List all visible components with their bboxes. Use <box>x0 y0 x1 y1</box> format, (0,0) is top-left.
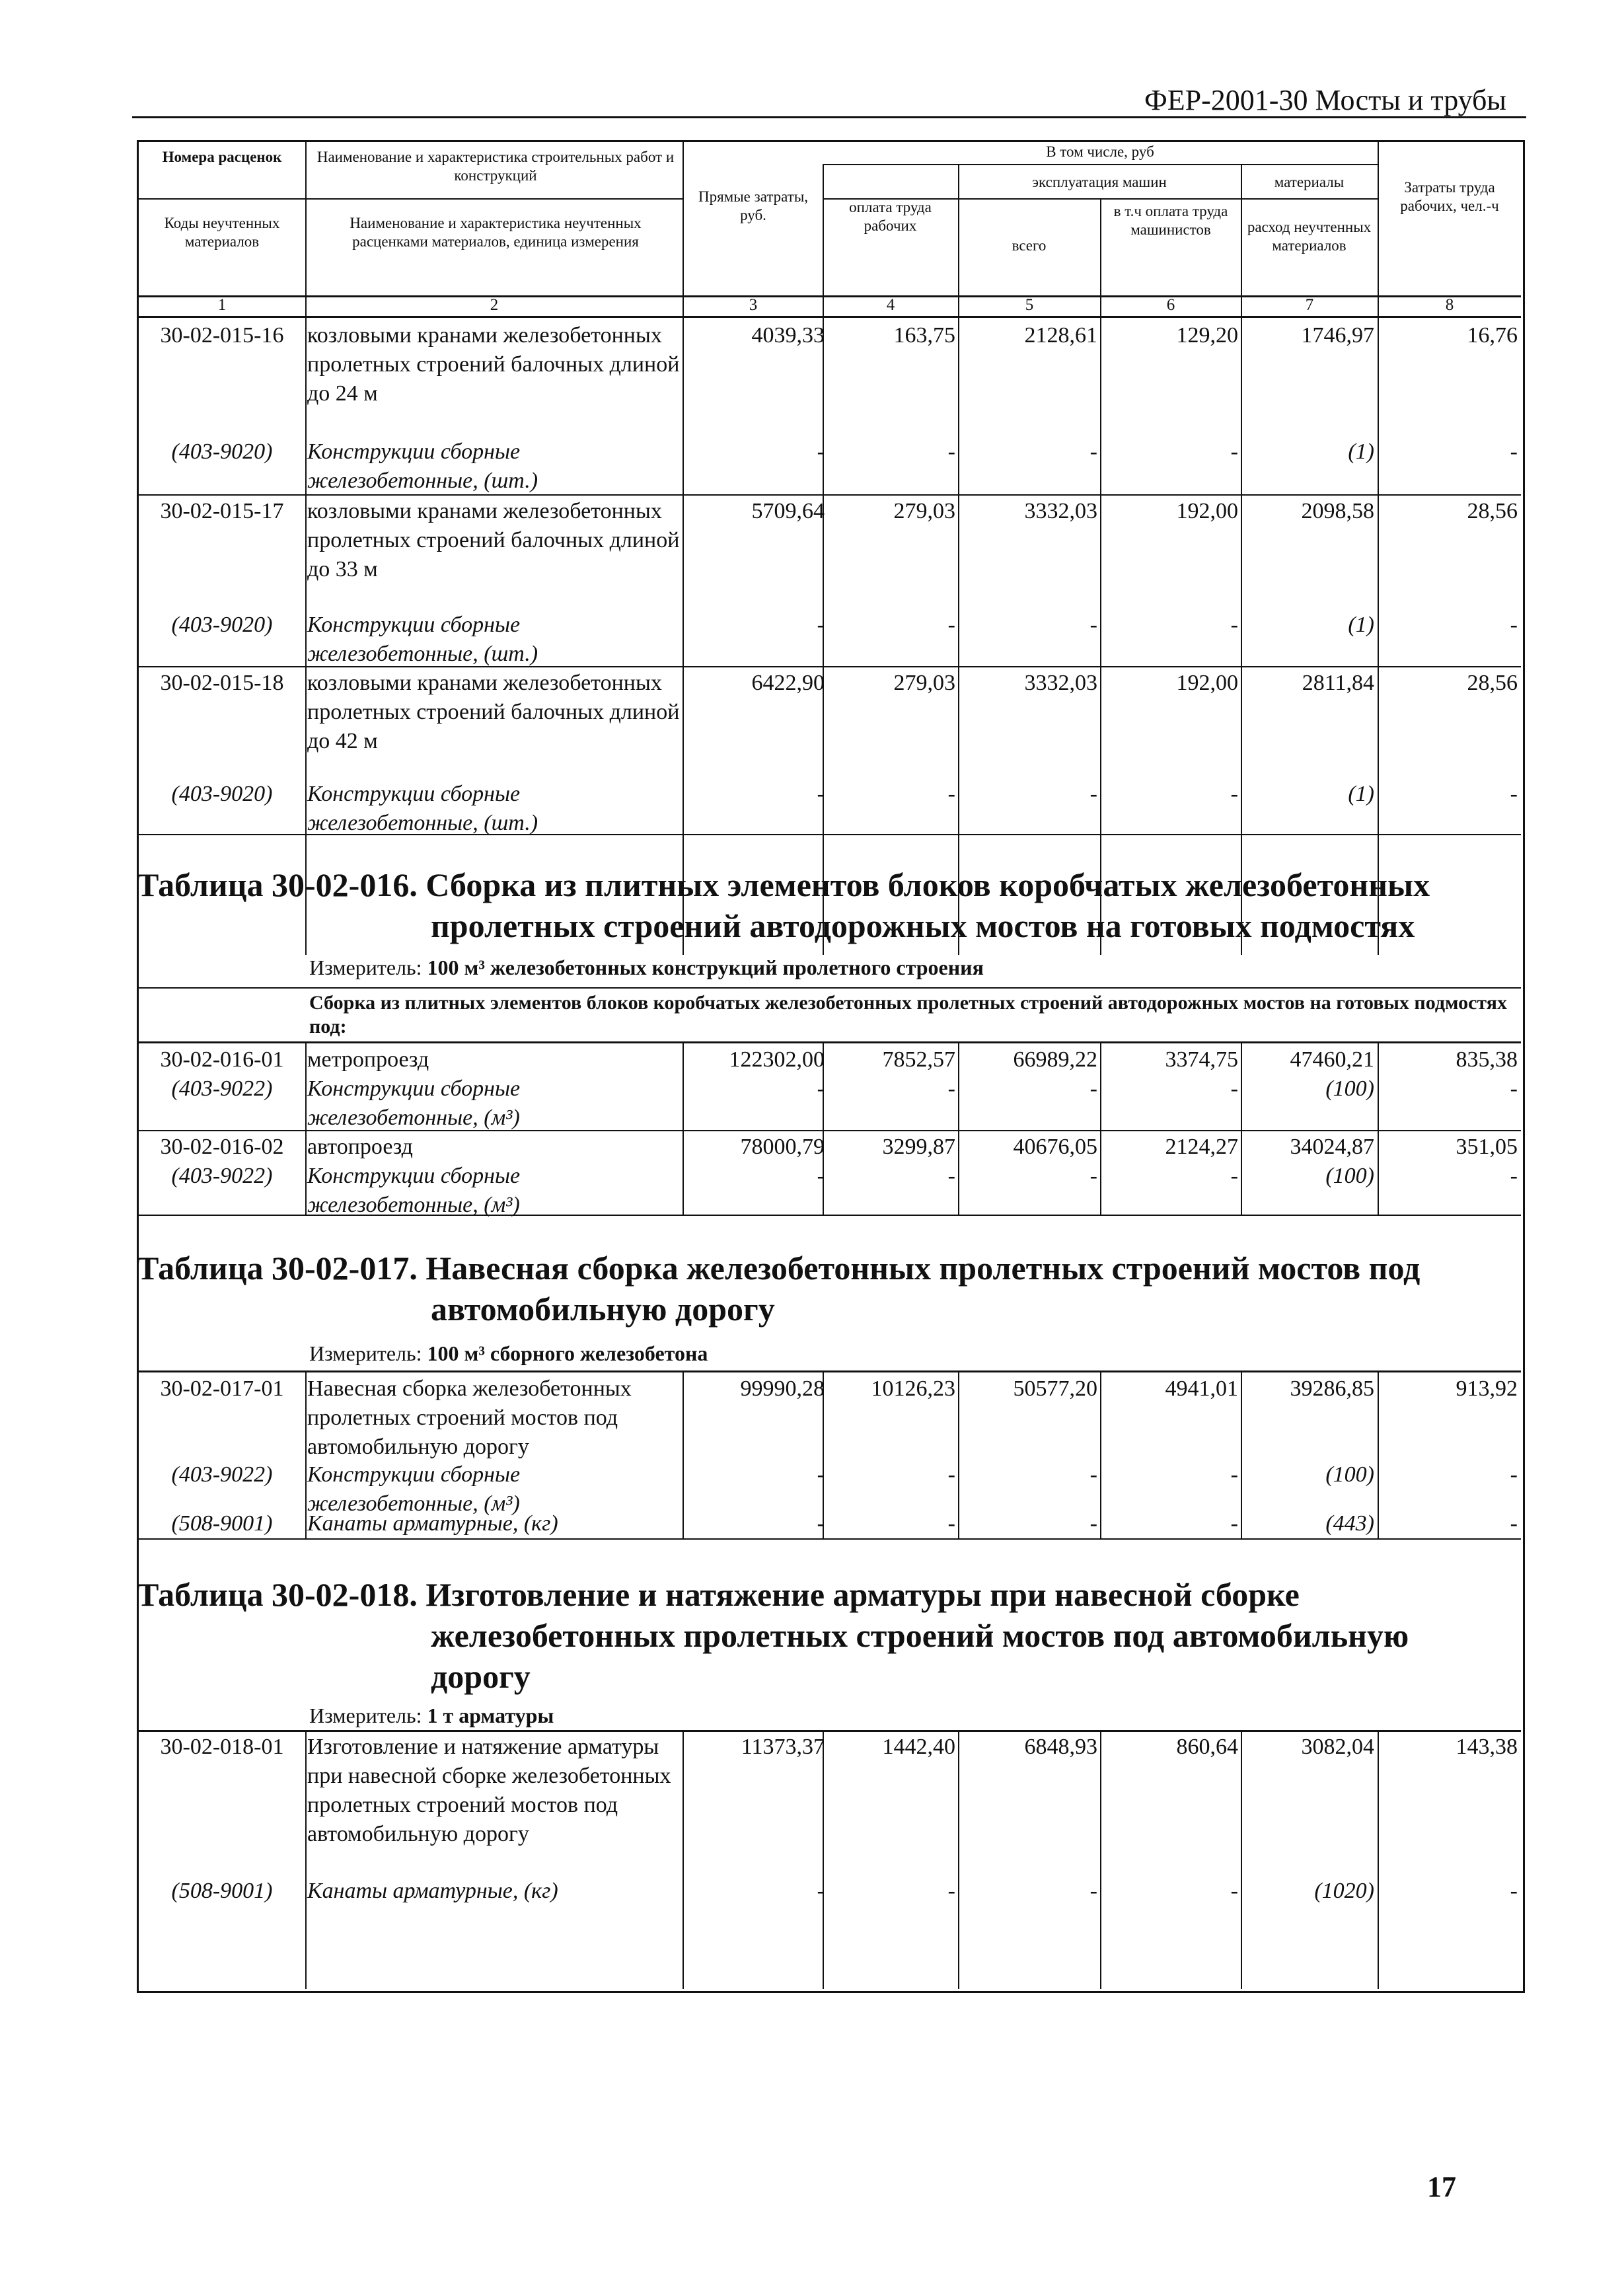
machinist-cost: 129,20 <box>1176 323 1238 348</box>
materials-cost: 1746,97 <box>1301 323 1374 348</box>
material-name: Конструкции сборные железобетонные, (м³) <box>307 1462 521 1516</box>
material-code: (508-9001) <box>171 1511 273 1536</box>
measure-value: 1 т арматуры <box>427 1704 554 1727</box>
mat-value: - <box>1089 439 1097 464</box>
materials-cost: 2098,58 <box>1301 499 1374 523</box>
machine-cost: 2128,61 <box>1024 323 1097 348</box>
mat-value: (1020) <box>1314 1879 1374 1903</box>
col-divider <box>305 1372 307 1538</box>
direct-cost: 5709,64 <box>751 499 825 523</box>
work-name: козловыми кранами железобетонных пролетных строений балочных длиной до 42 м <box>307 671 680 753</box>
rate-code: 30-02-015-18 <box>160 671 284 695</box>
row-rule <box>137 1215 1521 1216</box>
measure-label: Измеритель: <box>309 956 422 979</box>
labor-cost: 279,03 <box>893 499 955 523</box>
direct-cost: 6422,90 <box>751 671 825 695</box>
col-number: 4 <box>886 296 895 314</box>
mat-value: - <box>1089 782 1097 806</box>
table-018-measure <box>309 1704 554 1728</box>
material-code: (403-9020) <box>171 782 273 806</box>
labor-hours: 28,56 <box>1467 671 1518 695</box>
mat-value: - <box>947 1879 955 1903</box>
table-018-title-cont: железобетонных пролетных строений мостов под автомобильную <box>431 1617 1409 1654</box>
col-number: 5 <box>1025 296 1034 314</box>
labor-cost: 3299,87 <box>882 1135 955 1159</box>
rate-code: 30-02-017-01 <box>160 1376 284 1401</box>
mat-value: (100) <box>1325 1462 1374 1487</box>
labor-cost: 1442,40 <box>882 1735 955 1759</box>
running-header: ФЕР-2001-30 Мосты и трубы <box>1144 84 1506 116</box>
col-divider <box>1378 1372 1379 1538</box>
material-code: (403-9020) <box>171 613 273 637</box>
material-name: Конструкции сборные железобетонные, (шт.) <box>307 782 538 835</box>
mat-value: - <box>1510 1164 1518 1188</box>
col-divider <box>1378 140 1379 955</box>
table-017-measure <box>309 1341 708 1366</box>
machine-cost: 40676,05 <box>1013 1135 1097 1159</box>
direct-cost: 99990,28 <box>740 1376 825 1401</box>
mat-value: - <box>1230 1164 1238 1188</box>
mat-value: - <box>947 1076 955 1101</box>
header-col1-top: Номера расценок <box>162 149 282 165</box>
labor-hours: 28,56 <box>1467 499 1518 523</box>
material-name: Канаты арматурные, (кг) <box>307 1879 558 1903</box>
work-name: метропроезд <box>307 1047 429 1072</box>
col-number: 6 <box>1166 296 1175 314</box>
header-group: В том числе, руб <box>1046 143 1154 160</box>
mat-value: - <box>1510 1511 1518 1536</box>
header-col1-bottom: Коды неучтенных материалов <box>164 215 280 250</box>
material-name: Конструкции сборные железобетонные, (шт.) <box>307 439 538 493</box>
mat-value: - <box>817 613 825 637</box>
col-number: 2 <box>490 296 499 314</box>
col-divider <box>305 1043 307 1215</box>
col-divider <box>1241 1372 1242 1538</box>
header-rule <box>132 116 1526 118</box>
mat-value: - <box>947 439 955 464</box>
table-016-title: Таблица 30-02-016. Сборка из плитных элементов блоков коробчатых железобетонных <box>137 866 1430 903</box>
materials-cost: 3082,04 <box>1301 1735 1374 1759</box>
col-divider <box>958 1372 959 1538</box>
table-016-measure <box>309 956 984 980</box>
mat-value: - <box>817 439 825 464</box>
table-017-title-cont: автомобильную дорогу <box>431 1291 775 1328</box>
page-number: 17 <box>1427 2171 1456 2203</box>
material-name: Канаты арматурные, (кг) <box>307 1511 558 1536</box>
mat-value: - <box>947 1164 955 1188</box>
mat-value: - <box>1510 782 1518 806</box>
measure-value: 100 м³ сборного железобетона <box>427 1341 708 1365</box>
mat-value: (100) <box>1325 1164 1374 1188</box>
material-code: (403-9022) <box>171 1462 273 1487</box>
header-rule-left <box>137 198 684 200</box>
mat-value: - <box>1230 613 1238 637</box>
mat-value: - <box>817 1462 825 1487</box>
col-number: 7 <box>1305 296 1314 314</box>
mat-value: - <box>947 613 955 637</box>
mat-value: (1) <box>1348 782 1374 806</box>
direct-cost: 122302,00 <box>729 1047 825 1072</box>
col-divider <box>1100 1372 1101 1538</box>
mat-value: - <box>817 1076 825 1101</box>
work-name: Изготовление и натяжение арматуры при навесной сборке железобетонных пролетных строений мостов под автомобильную дорогу <box>307 1735 671 1846</box>
table-016-subheading: Сборка из плитных элементов блоков коробчатых железобетонных пролетных строений автодорожных мостов на готовых подмостях под: <box>309 992 1507 1037</box>
mat-value: - <box>1230 1879 1238 1903</box>
mat-value: - <box>1230 782 1238 806</box>
rate-code: 30-02-016-02 <box>160 1135 284 1159</box>
mat-value: - <box>817 782 825 806</box>
colnum-rule <box>137 316 1521 318</box>
direct-cost: 4039,33 <box>751 323 825 348</box>
mat-value: - <box>817 1511 825 1536</box>
measure-rule <box>137 1730 1521 1732</box>
materials-cost: 39286,85 <box>1290 1376 1374 1401</box>
col-divider <box>1100 1731 1101 1989</box>
labor-hours: 16,76 <box>1467 323 1518 348</box>
material-code: (403-9022) <box>171 1164 273 1188</box>
work-name: козловыми кранами железобетонных пролетных строений балочных длиной до 33 м <box>307 499 680 582</box>
direct-cost: 78000,79 <box>740 1135 825 1159</box>
mat-value: - <box>1089 1164 1097 1188</box>
measure-rule <box>137 1370 1521 1372</box>
mat-value: - <box>1230 1511 1238 1536</box>
header-col2-top: Наименование и характеристика строительных работ и конструкций <box>316 149 675 184</box>
mat-value: - <box>1089 1879 1097 1903</box>
col-number: 1 <box>217 296 227 314</box>
material-code: (508-9001) <box>171 1879 273 1903</box>
table-018-title-cont2: дорогу <box>431 1658 531 1695</box>
mat-value: - <box>1089 1511 1097 1536</box>
materials-cost: 47460,21 <box>1290 1047 1374 1072</box>
mat-value: (1) <box>1348 439 1374 464</box>
mat-value: - <box>817 1879 825 1903</box>
work-name: автопроезд <box>307 1135 413 1159</box>
subheading-rule <box>137 1041 1521 1043</box>
row-rule <box>137 666 1521 667</box>
table-016-title-cont: пролетных строений автодорожных мостов на готовых подмостях <box>431 907 1415 944</box>
col-divider <box>683 1731 684 1989</box>
header-rule-group <box>823 164 1378 165</box>
row-rule <box>137 494 1521 496</box>
machine-cost: 50577,20 <box>1013 1376 1097 1401</box>
mat-value: - <box>1230 1462 1238 1487</box>
col-number: 3 <box>749 296 758 314</box>
header-col4: оплата труда рабочих <box>849 199 932 234</box>
material-code: (403-9022) <box>171 1076 273 1101</box>
labor-hours: 351,05 <box>1456 1135 1518 1159</box>
col-divider <box>1241 1731 1242 1989</box>
col-divider <box>958 1043 959 1215</box>
mat-value: (100) <box>1325 1076 1374 1101</box>
col-divider <box>958 164 959 955</box>
work-name: козловыми кранами железобетонных пролетных строений балочных длиной до 24 м <box>307 323 680 406</box>
col-divider <box>1241 164 1242 955</box>
material-code: (403-9020) <box>171 439 273 464</box>
mat-value: - <box>1510 1879 1518 1903</box>
col-divider <box>823 1731 824 1989</box>
labor-cost: 10126,23 <box>871 1376 955 1401</box>
materials-cost: 34024,87 <box>1290 1135 1374 1159</box>
mat-value: - <box>947 1462 955 1487</box>
table-017-title: Таблица 30-02-017. Навесная сборка железобетонных пролетных строений мостов под <box>137 1250 1421 1287</box>
machine-cost: 3332,03 <box>1024 671 1097 695</box>
mat-value: - <box>1230 1076 1238 1101</box>
material-name: Конструкции сборные железобетонные, (шт.) <box>307 613 538 666</box>
rate-code: 30-02-015-16 <box>160 323 284 348</box>
direct-cost: 11373,37 <box>741 1735 825 1759</box>
table-018-title: Таблица 30-02-018. Изготовление и натяжение арматуры при навесной сборке <box>137 1576 1300 1613</box>
col-divider <box>1100 1043 1101 1215</box>
col-number: 8 <box>1445 296 1454 314</box>
col-divider <box>305 1731 307 1989</box>
labor-cost: 279,03 <box>893 671 955 695</box>
col-divider <box>823 164 824 955</box>
mat-value: (1) <box>1348 613 1374 637</box>
col-divider <box>1241 1043 1242 1215</box>
mat-value: (443) <box>1325 1511 1374 1536</box>
labor-cost: 163,75 <box>893 323 955 348</box>
col-divider <box>683 1372 684 1538</box>
header-col7: расход неучтенных материалов <box>1247 219 1372 254</box>
rate-code: 30-02-015-17 <box>160 499 284 523</box>
measure-value: 100 м³ железобетонных конструкций пролетного строения <box>427 956 984 979</box>
machinist-cost: 4941,01 <box>1165 1376 1238 1401</box>
machine-cost: 6848,93 <box>1024 1735 1097 1759</box>
mat-value: - <box>1510 1076 1518 1101</box>
machine-cost: 66989,22 <box>1013 1047 1097 1072</box>
col-divider <box>683 1043 684 1215</box>
row-rule <box>137 834 1521 835</box>
mat-value: - <box>1230 439 1238 464</box>
measure-rule <box>137 987 1521 989</box>
machinist-cost: 860,64 <box>1176 1735 1238 1759</box>
labor-hours: 835,38 <box>1456 1047 1518 1072</box>
machinist-cost: 2124,27 <box>1165 1135 1238 1159</box>
mat-value: - <box>1510 1462 1518 1487</box>
mat-value: - <box>947 1511 955 1536</box>
materials-cost: 2811,84 <box>1302 671 1374 695</box>
col-divider <box>1378 1731 1379 1989</box>
machinist-cost: 192,00 <box>1176 499 1238 523</box>
mat-value: - <box>1510 613 1518 637</box>
rate-code: 30-02-016-01 <box>160 1047 284 1072</box>
header-col6: в т.ч оплата труда машинистов <box>1113 203 1228 238</box>
header-materials: материалы <box>1274 174 1345 190</box>
labor-cost: 7852,57 <box>882 1047 955 1072</box>
mat-value: - <box>947 782 955 806</box>
labor-hours: 143,38 <box>1456 1735 1518 1759</box>
row-rule <box>137 1130 1521 1131</box>
header-machines: эксплуатация машин <box>1032 174 1167 190</box>
mat-value: - <box>1089 1462 1097 1487</box>
col-divider <box>305 140 307 955</box>
header-col5: всего <box>1012 237 1047 254</box>
header-col8: Затраты труда рабочих, чел.-ч <box>1400 179 1499 214</box>
col-divider <box>1100 198 1101 955</box>
machinist-cost: 3374,75 <box>1165 1047 1238 1072</box>
mat-value: - <box>817 1164 825 1188</box>
col-divider <box>958 1731 959 1989</box>
work-name: Навесная сборка железобетонных пролетных строений мостов под автомобильную дорогу <box>307 1376 632 1459</box>
measure-label: Измеритель: <box>309 1704 422 1727</box>
machine-cost: 3332,03 <box>1024 499 1097 523</box>
header-col3: Прямые затраты, руб. <box>698 188 809 223</box>
mat-value: - <box>1089 613 1097 637</box>
material-name: Конструкции сборные железобетонные, (м³) <box>307 1076 521 1130</box>
machinist-cost: 192,00 <box>1176 671 1238 695</box>
mat-value: - <box>1089 1076 1097 1101</box>
row-rule <box>137 1538 1521 1540</box>
labor-hours: 913,92 <box>1456 1376 1518 1401</box>
mat-value: - <box>1510 439 1518 464</box>
col-divider <box>1378 1043 1379 1215</box>
header-col2-bottom: Наименование и характеристика неучтенных расценками материалов, единица измерения <box>350 215 642 250</box>
col-divider <box>683 140 684 955</box>
rate-code: 30-02-018-01 <box>160 1735 284 1759</box>
material-name: Конструкции сборные железобетонные, (м³) <box>307 1164 521 1217</box>
measure-label: Измеритель: <box>309 1341 422 1365</box>
